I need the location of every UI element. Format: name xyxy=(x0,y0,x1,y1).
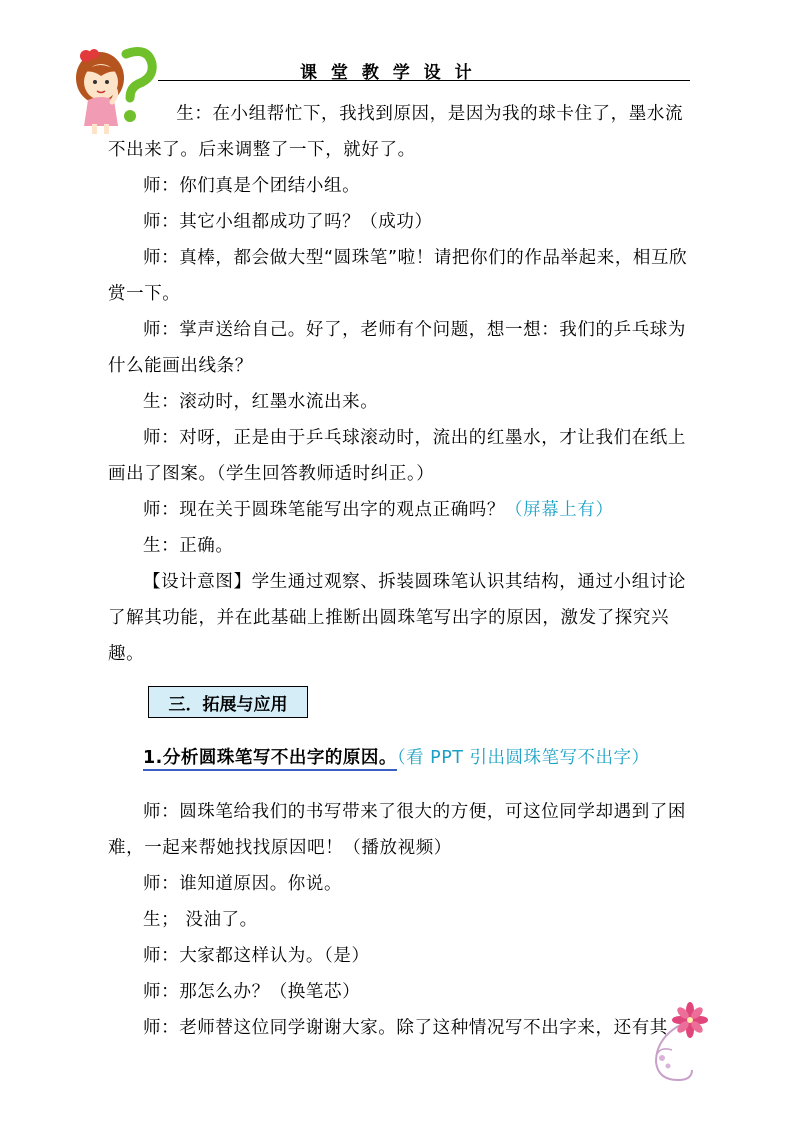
paragraph-text: 师：现在关于圆珠笔能写出字的观点正确吗？ xyxy=(143,500,505,520)
subheading-text: 1.分析圆珠笔写不出字的原因。 xyxy=(143,748,397,771)
paragraph: 师：大家都这样认为。（是） xyxy=(143,945,370,966)
header-divider xyxy=(158,80,690,81)
section-heading-box xyxy=(148,686,308,718)
paragraph: 生； 没油了。 xyxy=(143,909,258,930)
subheading xyxy=(108,740,692,776)
paragraph: 师：老师替这位同学谢谢大家。除了这种情况写不出字来，还有其 xyxy=(143,1017,668,1038)
subheading-note: （看 PPT 引出圆珠笔写不出字） xyxy=(396,748,650,768)
paragraph: 师：对呀，正是由于乒乓球滚动时，流出的红墨水，才让我们在纸上画出了图案。（学生回答教师适时纠正。） xyxy=(108,428,686,484)
paragraph: 师：你们真是个团结小组。 xyxy=(143,176,361,196)
document-body xyxy=(108,96,692,1046)
paragraph: 师：掌声送给自己。好了，老师有个问题，想一想：我们的乒乓球为什么能画出线条？ xyxy=(108,320,686,376)
paragraph: 生：正确。 xyxy=(143,536,234,556)
paragraph: 师：其它小组都成功了吗？（成功） xyxy=(143,212,433,232)
paragraph: 师：谁知道原因。你说。 xyxy=(143,873,343,894)
screen-note: （屏幕上有） xyxy=(505,500,614,520)
paragraph: 生：滚动时，红墨水流出来。 xyxy=(143,392,379,412)
paragraph xyxy=(108,492,692,528)
paragraph: 师：真棒，都会做大型“圆珠笔”啦！请把你们的作品举起来，相互欣赏一下。 xyxy=(108,248,688,304)
design-intent-paragraph: 【设计意图】学生通过观察、拆装圆珠笔认识其结构，通过小组讨论了解其功能，并在此基础上推断出圆珠笔写出字的原因，激发了探究兴趣。 xyxy=(108,572,686,664)
section-heading-label: 三．拓展与应用 xyxy=(168,694,288,715)
paragraph: 师：那怎么办？（换笔芯） xyxy=(143,981,361,1002)
paragraph: 师：圆珠笔给我们的书写带来了很大的方便，可这位同学却遇到了困难，一起来帮她找找原因吧！（播放视频） xyxy=(108,801,686,858)
paragraph: 生：在小组帮忙下，我找到原因，是因为我的球卡住了，墨水流不出来了。后来调整了一下，就好了。 xyxy=(108,104,684,160)
page-header-title: 课 堂 教 学 设 计 xyxy=(300,63,476,83)
pink-flower-decoration xyxy=(642,1000,722,1090)
